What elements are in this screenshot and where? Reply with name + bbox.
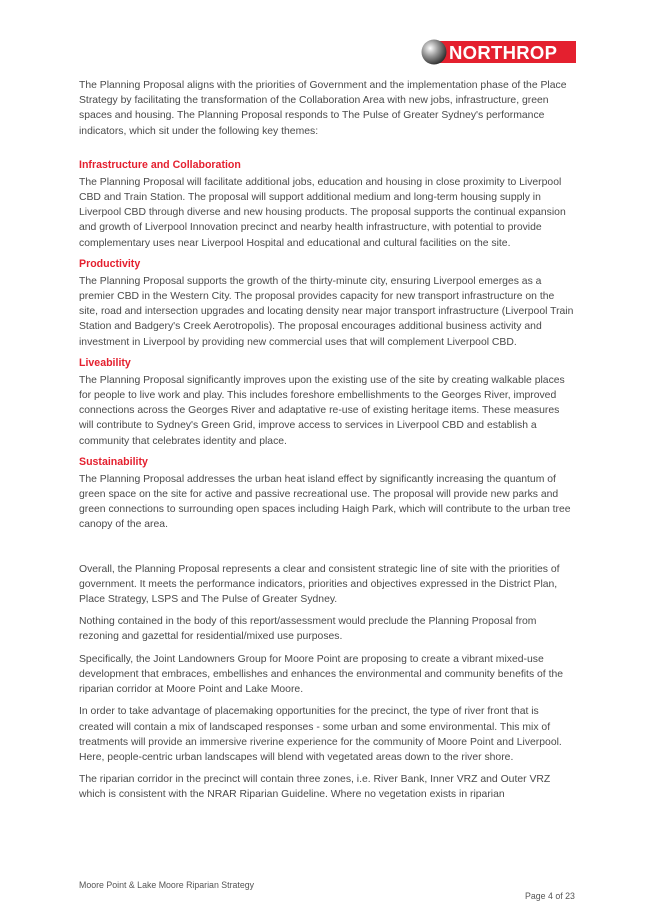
- paragraph-liveability: The Planning Proposal significantly improves upon the existing use of the site by creating walkable places for people to live work and play. This includes foreshore embellishments to the Georges River, improved connections across the Georges River and adaptative re-use of existing heritage items. These measures will contribute to Sydney's Green Grid, improve access to services in Liverpool CBD and establish a community that celebrates identity and place.: [79, 374, 565, 447]
- paragraph-specifically: Specifically, the Joint Landowners Group for Moore Point are proposing to create a vibrant mixed-use development that embraces, embellishes and enhances the environmental and community benefits of the riparian corridor at Moore Point and Lake Moore.: [79, 653, 564, 696]
- paragraph-sustainability: The Planning Proposal addresses the urban heat island effect by significantly increasing the quantum of green space on the site for active and passive recreational use. The proposal will provide new parks and green connections to surrounding open spaces including Haigh Park, which will contribute to the urban tree canopy of the area.: [79, 473, 571, 531]
- northrop-logo: [421, 38, 577, 66]
- document-body: [79, 78, 575, 803]
- intro-paragraph: The Planning Proposal aligns with the priorities of Government and the implementation phase of the Place Strategy by facilitating the transformation of the Collaboration Area with new jobs, infrastructure, green spaces and housing. The Planning Proposal responds to The Pulse of Greater Sydney's performance indicators, which sit under the following key themes:: [79, 80, 567, 137]
- heading-infrastructure: Infrastructure and Collaboration: [79, 158, 241, 171]
- heading-productivity: Productivity: [79, 257, 141, 270]
- paragraph-placemaking: In order to take advantage of placemaking opportunities for the precinct, the type of river front that is created will contain a mix of landscaped responses - some urban and some environmental. This mix of treatments will provide an immersive riverine experience for the community of Moore Point and Liverpool. Here, people-centric urban landscapes will blend with vegetated areas down to the river shore.: [79, 706, 562, 763]
- paragraph-productivity: The Planning Proposal supports the growth of the thirty-minute city, ensuring Liverpool emerges as a premier CBD in the Western City. The proposal provides capacity for new transport infrastructure on the site, road and intersection upgrades and locating density near major transport infrastructure (Liverpool Train Station and Badgery's Creek Aerotropolis). The proposal encourages additional business activity and investment in Liverpool by providing new commercial uses that will complement Liverpool CBD.: [79, 275, 574, 348]
- paragraph-riparian-corridor: The riparian corridor in the precinct will contain three zones, i.e. River Bank, Inner VRZ and Outer VRZ which is consistent with the NRAR Riparian Guideline. Where no vegetation exists in riparian: [79, 774, 551, 801]
- footer-document-title: Moore Point & Lake Moore Riparian Strategy: [79, 880, 255, 890]
- svg-text:NORTHROP: NORTHROP: [449, 42, 558, 63]
- paragraph-infrastructure: The Planning Proposal will facilitate additional jobs, education and housing in close proximity to Liverpool CBD and Train Station. The proposal will support additional medium and long-term housing supply in Liverpool CBD through diverse and new housing products. The proposal supports the continual expansion and growth of Liverpool Innovation precinct and nearby health infrastructure, with potential to provide complementary uses near Liverpool Hospital and educational and cultural facilities on the site.: [79, 176, 566, 249]
- paragraph-nothing-contained: Nothing contained in the body of this report/assessment would preclude the Planning Proposal from rezoning and gazettal for residential/mixed use purposes.: [79, 616, 537, 643]
- logo-sphere-icon: [422, 40, 447, 65]
- footer-page-number: Page 4 of 23: [525, 891, 575, 901]
- heading-liveability: Liveability: [79, 356, 131, 369]
- heading-sustainability: Sustainability: [79, 455, 148, 468]
- paragraph-overall: Overall, the Planning Proposal represents a clear and consistent strategic line of site with the priorities of government. It meets the performance indicators, priorities and objectives expressed in the District Plan, Place Strategy, LSPS and The Pulse of Greater Sydney.: [79, 563, 560, 606]
